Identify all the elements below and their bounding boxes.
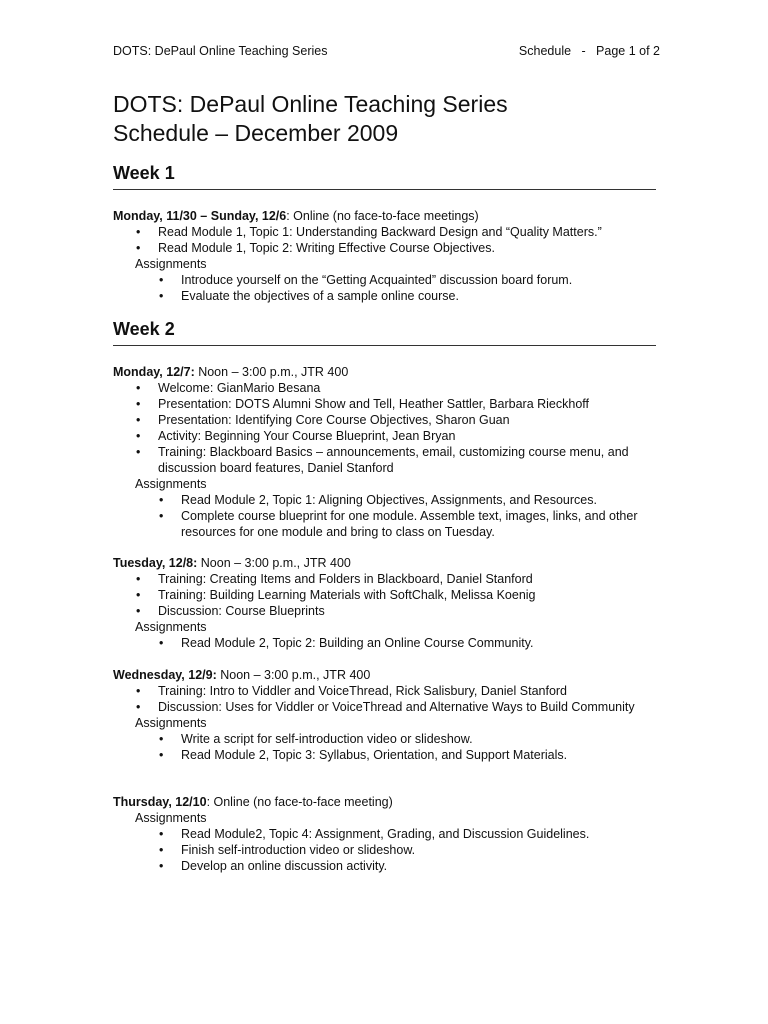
session-items bbox=[113, 683, 673, 715]
session-date-line bbox=[113, 364, 673, 380]
session-date-line bbox=[113, 208, 673, 224]
list-item: • Welcome: GianMario Besana bbox=[113, 380, 673, 396]
list-item: • Write a script for self-introduction video or slideshow. bbox=[113, 731, 673, 747]
document-title bbox=[113, 90, 673, 148]
session-date: Wednesday, 12/9: bbox=[113, 668, 217, 682]
session-date: Monday, 11/30 – Sunday, 12/6 bbox=[113, 209, 287, 223]
session-items bbox=[113, 571, 673, 619]
session-items bbox=[113, 224, 673, 256]
assignments-label: Assignments bbox=[135, 257, 207, 271]
session-block bbox=[113, 364, 673, 540]
running-header-title: DOTS: DePaul Online Teaching Series bbox=[113, 44, 328, 58]
assignment-list bbox=[113, 826, 673, 874]
week-heading: Week 1 bbox=[113, 163, 656, 190]
document-title-line-1: DOTS: DePaul Online Teaching Series bbox=[113, 91, 508, 117]
list-item: • Read Module 2, Topic 1: Aligning Objectives, Assignments, and Resources. bbox=[113, 492, 673, 508]
list-item: • Discussion: Course Blueprints bbox=[113, 603, 673, 619]
list-item: • Introduce yourself on the “Getting Acquainted” discussion board forum. bbox=[113, 272, 673, 288]
list-item: • Read Module 2, Topic 2: Building an Online Course Community. bbox=[113, 635, 673, 651]
document-title-line-2: Schedule – December 2009 bbox=[113, 120, 399, 146]
session-details: Noon – 3:00 p.m., JTR 400 bbox=[197, 556, 351, 570]
session-details: : Online (no face-to-face meetings) bbox=[286, 209, 479, 223]
list-item: • Activity: Beginning Your Course Blueprint, Jean Bryan bbox=[113, 428, 673, 444]
list-item: • Training: Intro to Viddler and VoiceThread, Rick Salisbury, Daniel Stanford bbox=[113, 683, 673, 699]
running-header-page: Schedule - Page 1 of 2 bbox=[518, 44, 660, 58]
session-block bbox=[113, 208, 673, 304]
session-block bbox=[113, 555, 673, 651]
week-heading: Week 2 bbox=[113, 319, 656, 346]
list-item: • Read Module 2, Topic 3: Syllabus, Orientation, and Support Materials. bbox=[113, 747, 673, 763]
assignments-label: Assignments bbox=[135, 477, 207, 491]
session-block bbox=[113, 667, 673, 763]
assignment-list bbox=[113, 272, 673, 304]
list-item: • Read Module2, Topic 4: Assignment, Grading, and Discussion Guidelines. bbox=[113, 826, 673, 842]
session-date-line bbox=[113, 794, 673, 810]
assignments-label: Assignments bbox=[135, 620, 207, 634]
list-item: • Complete course blueprint for one module. Assemble text, images, links, and other resources for one module and bring to class on Tuesday. bbox=[113, 508, 673, 540]
list-item: • Training: Creating Items and Folders in Blackboard, Daniel Stanford bbox=[113, 571, 673, 587]
assignments-label: Assignments bbox=[135, 811, 207, 825]
list-item: • Evaluate the objectives of a sample online course. bbox=[113, 288, 673, 304]
assignments-label: Assignments bbox=[135, 716, 207, 730]
session-details: Noon – 3:00 p.m., JTR 400 bbox=[194, 365, 349, 379]
list-item: • Finish self-introduction video or slideshow. bbox=[113, 842, 673, 858]
running-header bbox=[113, 44, 660, 58]
list-item: • Develop an online discussion activity. bbox=[113, 858, 673, 874]
session-date: Thursday, 12/10 bbox=[113, 795, 207, 809]
session-date-line bbox=[113, 667, 673, 683]
session-details: Noon – 3:00 p.m., JTR 400 bbox=[216, 668, 371, 682]
session-details: : Online (no face-to-face meeting) bbox=[206, 795, 393, 809]
session-block bbox=[113, 794, 673, 874]
list-item: • Discussion: Uses for Viddler or VoiceThread and Alternative Ways to Build Community bbox=[113, 699, 673, 715]
list-item: • Read Module 1, Topic 1: Understanding Backward Design and “Quality Matters.” bbox=[113, 224, 673, 240]
list-item: • Training: Blackboard Basics – announcements, email, customizing course menu, and discussion board features, Daniel Stanford bbox=[113, 444, 673, 476]
assignment-list bbox=[113, 635, 673, 651]
assignment-list bbox=[113, 731, 673, 763]
session-date: Tuesday, 12/8: bbox=[113, 556, 198, 570]
session-items bbox=[113, 380, 673, 476]
list-item: • Training: Building Learning Materials with SoftChalk, Melissa Koenig bbox=[113, 587, 673, 603]
list-item: • Presentation: DOTS Alumni Show and Tell, Heather Sattler, Barbara Rieckhoff bbox=[113, 396, 673, 412]
session-date-line bbox=[113, 555, 673, 571]
list-item: • Read Module 1, Topic 2: Writing Effective Course Objectives. bbox=[113, 240, 673, 256]
list-item: • Presentation: Identifying Core Course Objectives, Sharon Guan bbox=[113, 412, 673, 428]
assignment-list bbox=[113, 492, 673, 540]
session-date: Monday, 12/7: bbox=[113, 365, 195, 379]
